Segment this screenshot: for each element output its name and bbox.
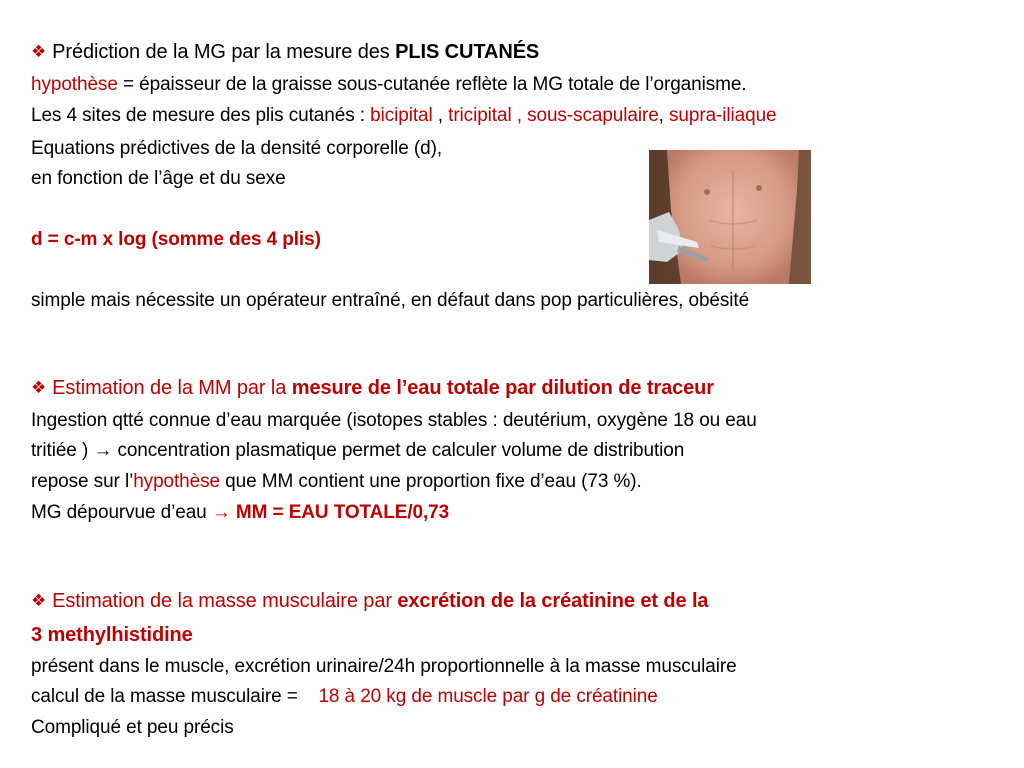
section2-heading-text: Estimation de la MM par la: [52, 377, 292, 399]
section1-heading-bold: PLIS CUTANÉS: [395, 41, 540, 63]
section2-heading: [31, 376, 714, 400]
equations-line: Equations prédictives de la densité corporelle (d),: [31, 138, 443, 159]
diamond-bullet-icon: ❖: [31, 42, 47, 61]
section2-heading-bold: mesure de l’eau totale par dilution de traceur: [291, 377, 714, 399]
sites-separator: ,: [658, 105, 670, 126]
muscle-calc-text: calcul de la masse musculaire =: [31, 686, 319, 707]
site-suprailiac: supra-iliaque: [669, 105, 777, 126]
section3-heading-text: Estimation de la masse musculaire par: [52, 590, 398, 612]
plasma-line: [31, 439, 684, 463]
muscle-calc-line: [31, 685, 658, 709]
hypothesis-text: = épaisseur de la graisse sous-cutanée reflète la MG totale de l’organisme.: [117, 74, 747, 95]
diamond-bullet-icon: ❖: [31, 591, 47, 610]
complexity-note: Compliqué et peu précis: [31, 717, 234, 738]
site-tricipital-subscapular: tricipital , sous-scapulaire: [448, 105, 659, 126]
sites-prefix: Les 4 sites de mesure des plis cutanés :: [31, 105, 371, 126]
hypothesis-word: hypothèse: [31, 74, 118, 95]
diamond-bullet-icon: ❖: [31, 378, 47, 397]
hypothesis-water-a: repose sur l’: [31, 471, 134, 492]
section1-heading: [31, 40, 539, 64]
arrow-right-icon: →: [211, 502, 231, 523]
section1-heading-text: Prédiction de la MG par la mesure des: [52, 41, 396, 63]
equations-line-2: en fonction de l’âge et du sexe: [31, 168, 286, 189]
arrow-right-icon: →: [93, 440, 113, 461]
sites-line: [31, 104, 777, 128]
plasma-text-a: tritiée ): [31, 440, 94, 461]
skinfold-measurement-photo: [649, 150, 811, 284]
site-bicipital: bicipital: [370, 105, 433, 126]
lean-mass-formula: MM = EAU TOTALE/0,73: [230, 502, 450, 523]
muscle-calc-value: 18 à 20 kg de muscle par g de créatinine: [318, 686, 658, 707]
hypothesis-water-b: que MM contient une proportion fixe d’eau (73 %).: [219, 471, 642, 492]
hypothesis-line: [31, 73, 747, 97]
section3-heading-bold-2: 3 methylhistidine: [31, 624, 193, 646]
ingestion-line: Ingestion qtté connue d’eau marquée (isotopes stables : deutérium, oxygène 18 ou eau: [31, 410, 757, 431]
sites-separator: ,: [432, 105, 449, 126]
section3-heading-bold: excrétion de la créatinine et de la: [397, 590, 709, 612]
density-formula: d = c-m x log (somme des 4 plis): [31, 229, 321, 250]
hypothesis-word: hypothèse: [133, 471, 220, 492]
plasma-text-b: concentration plasmatique permet de calculer volume de distribution: [112, 440, 685, 461]
skinfold-note: simple mais nécessite un opérateur entraîné, en défaut dans pop particulières, obésité: [31, 290, 750, 311]
hypothesis-water-line: [31, 470, 642, 494]
muscle-presence-line: présent dans le muscle, excrétion urinaire/24h proportionnelle à la masse musculaire: [31, 656, 737, 677]
fat-mass-line: [31, 501, 449, 525]
section3-heading: [31, 589, 708, 613]
fat-mass-text: MG dépourvue d’eau: [31, 502, 212, 523]
